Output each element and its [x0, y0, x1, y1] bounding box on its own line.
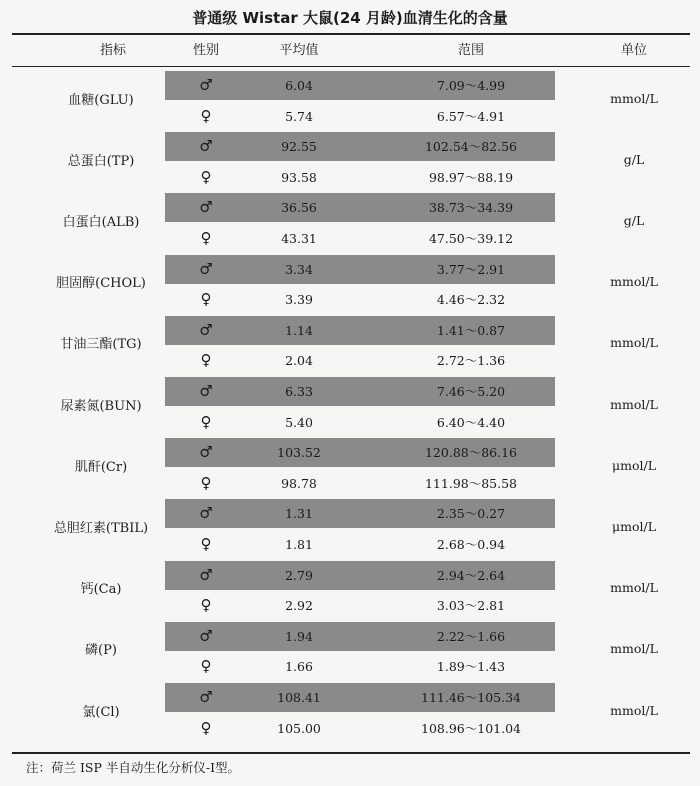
female-symbol: ♀: [200, 535, 212, 553]
female-mean-value: 1.66: [285, 659, 313, 675]
unit-label: mmol/L: [610, 396, 658, 412]
female-range-value: 6.40～4.40: [436, 414, 506, 430]
header-mean: 平均值: [279, 43, 319, 58]
unit-label: μmol/L: [611, 519, 656, 534]
female-symbol: ♀: [200, 412, 212, 431]
female-symbol: ♀: [200, 229, 212, 247]
indicator-label: 总胆红素(TBIL): [53, 521, 149, 536]
indicator-label: 钙(Ca): [80, 582, 122, 598]
male-range-value: 1.41～0.87: [436, 322, 506, 338]
female-symbol: ♀: [200, 718, 212, 737]
female-range-value: 108.96～101.04: [421, 720, 521, 736]
male-range-value: 7.46～5.20: [436, 384, 506, 399]
table-note: 注：荷兰 ISP 半自动生化分析仪-Ⅰ型。: [26, 760, 241, 775]
table-header: [12, 35, 690, 66]
female-symbol: ♀: [200, 106, 212, 125]
male-symbol: ♂: [199, 76, 213, 94]
female-mean-value: 43.31: [281, 231, 317, 246]
female-mean-value: 1.81: [285, 537, 313, 552]
male-mean-value: 6.33: [285, 384, 313, 399]
bottom-rule: [12, 752, 690, 754]
unit-label: μmol/L: [611, 457, 656, 473]
unit-label: mmol/L: [610, 580, 658, 596]
unit-label: mmol/L: [610, 641, 658, 657]
female-mean-value: 105.00: [277, 720, 321, 736]
female-symbol: ♀: [200, 351, 212, 370]
header-rule: [12, 66, 690, 67]
male-range-value: 7.09～4.99: [436, 78, 506, 93]
male-range-value: 3.77～2.91: [436, 261, 506, 277]
male-symbol: ♂: [199, 259, 213, 278]
male-mean-value: 1.94: [285, 628, 313, 644]
female-mean-value: 3.39: [285, 292, 313, 308]
male-range-value: 111.46～105.34: [421, 690, 521, 705]
female-mean-value: 2.92: [285, 598, 313, 614]
female-mean-value: 93.58: [281, 169, 317, 185]
female-symbol: ♀: [200, 596, 212, 615]
male-range-value: 2.35～0.27: [436, 506, 506, 522]
indicator-label: 肌酐(Cr): [74, 459, 128, 475]
male-range-value: 120.88～86.16: [424, 445, 518, 461]
header-unit: 单位: [620, 43, 647, 58]
unit-label: g/L: [623, 213, 645, 228]
male-symbol: ♂: [199, 626, 213, 645]
female-range-value: 1.89～1.43: [436, 659, 506, 675]
male-symbol: ♂: [199, 320, 213, 339]
header-indicator: 指标: [99, 43, 126, 58]
unit-label: mmol/L: [610, 335, 658, 351]
female-range-value: 2.72～1.36: [436, 353, 506, 369]
female-symbol: ♀: [200, 167, 212, 186]
female-mean-value: 2.04: [285, 353, 313, 369]
indicator-label: 氯(Cl): [82, 704, 120, 720]
unit-label: mmol/L: [610, 274, 658, 290]
female-symbol: ♀: [200, 290, 212, 309]
female-range-value: 6.57～4.91: [436, 108, 506, 124]
indicator-label: 总蛋白(TP): [67, 153, 135, 169]
indicator-label: 磷(P): [85, 643, 117, 659]
female-range-value: 3.03～2.81: [436, 598, 506, 614]
male-symbol: ♂: [199, 565, 213, 584]
table-title: 普通级 Wistar 大鼠(24 月龄)血清生化的含量: [192, 9, 508, 27]
indicator-label: 白蛋白(ALB): [62, 215, 140, 230]
male-mean-value: 3.34: [285, 261, 313, 277]
male-mean-value: 36.56: [281, 200, 317, 216]
male-symbol: ♂: [199, 443, 213, 462]
male-mean-value: 6.04: [285, 78, 313, 93]
female-mean-value: 98.78: [281, 475, 317, 491]
male-mean-value: 1.31: [285, 506, 313, 522]
female-range-value: 98.97～88.19: [428, 169, 514, 185]
male-mean-value: 1.14: [285, 322, 313, 338]
male-symbol: ♂: [199, 137, 213, 156]
female-range-value: 4.46～2.32: [436, 292, 506, 308]
male-range-value: 2.22～1.66: [436, 628, 506, 644]
unit-label: mmol/L: [610, 702, 658, 718]
male-mean-value: 92.55: [281, 139, 317, 155]
male-range-value: 102.54～82.56: [424, 139, 518, 155]
male-symbol: ♂: [199, 504, 213, 523]
male-range-value: 2.94～2.64: [436, 567, 506, 583]
header-range: 范围: [457, 43, 484, 58]
male-range-value: 38.73～34.39: [428, 200, 514, 216]
male-mean-value: 103.52: [277, 445, 321, 461]
female-range-value: 111.98～85.58: [424, 475, 518, 491]
male-mean-value: 108.41: [277, 690, 321, 705]
female-mean-value: 5.40: [285, 414, 313, 430]
male-symbol: ♂: [199, 198, 213, 217]
male-mean-value: 2.79: [285, 567, 313, 583]
male-symbol: ♂: [199, 382, 213, 400]
indicator-label: 血糖(GLU): [68, 92, 134, 108]
unit-label: g/L: [623, 151, 645, 167]
female-range-value: 2.68～0.94: [436, 537, 506, 552]
female-range-value: 47.50～39.12: [428, 231, 514, 246]
indicator-label: 甘油三酯(TG): [60, 337, 142, 353]
female-symbol: ♀: [200, 657, 212, 676]
header-sex: 性别: [192, 43, 219, 58]
female-mean-value: 5.74: [285, 108, 313, 124]
unit-label: mmol/L: [610, 90, 658, 106]
male-symbol: ♂: [199, 688, 213, 706]
female-symbol: ♀: [200, 473, 212, 492]
indicator-label: 尿素氮(BUN): [60, 398, 142, 414]
indicator-label: 胆固醇(CHOL): [56, 276, 146, 292]
